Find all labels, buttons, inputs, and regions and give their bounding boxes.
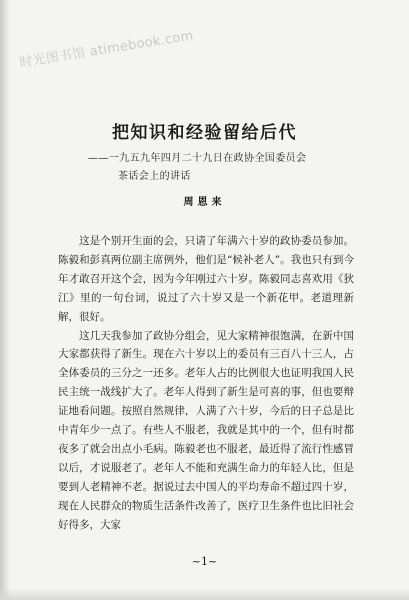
paragraph-1: 这是个别开生面的会，只请了年满六十岁的政协委员参加。陈毅和彭真两位副主席例外，他们是“候补老人”。我也只有到今年才敢召开这个会，因为今年刚过六十岁。陈毅同志喜欢用《狄江》里的一句台词，说过了六十岁又是一个新花甲。老道理新解，很好。: [58, 235, 354, 323]
page-number: ~1~: [191, 555, 218, 568]
subtitle-line-2: 茶话会上的讲话: [118, 171, 191, 182]
paragraph-2: 这几天我参加了政协分组会，见大家精神很饱满，在新中国大家都获得了新生。现在六十岁以上的委员有三百八十三人，占全体委员的三分之一还多。老年人占的比例很大也证明我国人民民主统一战线扩大了。老年人得到了新生是可喜的事，但也要辩证地看问题。按照自然规律，人满了六十岁，今后的日子总是比中青年少一点了。有些人不服老，我就是其中的一个，但有时都夜多了就会出点小毛病。陈毅老也不服老，最近得了流行性感冒以后，才说服老了。老年人不能和充满生命力的年轻人比，但是要到人老精神不老。据说过去中国人的平均寿命不超过四十岁，现在人民群众的物质生活条件改善了，医疗卫生条件也比旧社会好得多，大家: [58, 329, 354, 531]
article-subtitle: [88, 150, 348, 186]
watermark: 时光图书馆 atimebook.com: [18, 28, 195, 71]
article-body: [58, 232, 354, 535]
author-name: 周恩来: [183, 197, 226, 208]
scan-edge-shadow-bottom: [0, 588, 409, 600]
article-title: 把知识和经验留给后代: [112, 123, 297, 143]
subtitle-line-1: ——一九五九年四月二十九日在政协全国委员会: [88, 153, 307, 164]
scan-edge-shadow-left: [0, 0, 10, 600]
